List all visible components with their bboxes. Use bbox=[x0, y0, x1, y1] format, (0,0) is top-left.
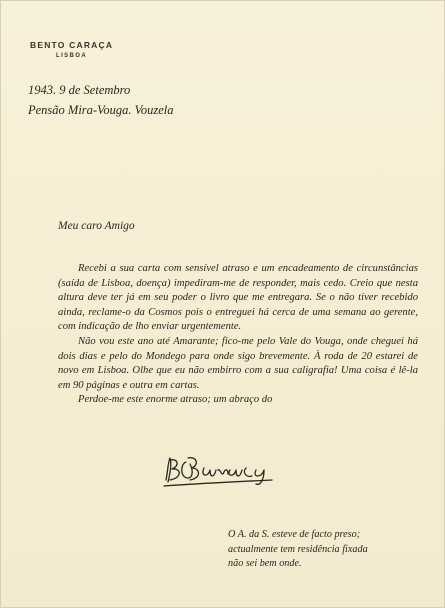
paragraph-2: Não vou este ano até Amarante; fico-me pelo Vale do Vouga, onde cheguei há dois dias e pelo do Mondego para onde sigo brevemente. À roda de 20 estarei de novo em Lisboa. Olhe que eu não embirro com a sua caligrafia! Uma coisa é lê-la em 90 páginas e outra em cartas. bbox=[58, 335, 418, 391]
letterhead-city: LISBOA bbox=[56, 53, 88, 59]
paragraph-1: Recebi a sua carta com sensível atraso e um encadeamento de circunstâncias (saída de Lisboa, doença) impediram-me de responder, mais cedo. Creio que nesta altura deve ter já em seu poder o livro que me entregara. Se o não tiver recebido ainda, reclame-o da Cosmos pois o entreguei há cerca de uma semana ao gerente, com indicação de lho enviar urgentemente. bbox=[58, 263, 418, 333]
letterhead-name: BENTO CARAÇA bbox=[30, 40, 114, 50]
letter-date: 1943. 9 de Setembro bbox=[28, 83, 131, 97]
postscript bbox=[228, 528, 428, 572]
letter-body bbox=[58, 262, 418, 408]
postscript-line-2: actualmente tem residência fixada bbox=[228, 543, 368, 555]
paragraph-3: Perdoe-me este enorme atraso; um abraço do bbox=[78, 394, 273, 406]
letterhead bbox=[30, 40, 113, 59]
postscript-line-3: não sei bem onde. bbox=[228, 558, 302, 570]
greeting: Meu caro Amigo bbox=[58, 220, 135, 232]
letter-place: Pensão Mira-Vouga. Vouzela bbox=[28, 103, 174, 117]
postscript-line-1: O A. da S. esteve de facto preso; bbox=[228, 529, 361, 540]
dateline bbox=[28, 80, 173, 120]
handwritten-signature bbox=[160, 450, 280, 490]
